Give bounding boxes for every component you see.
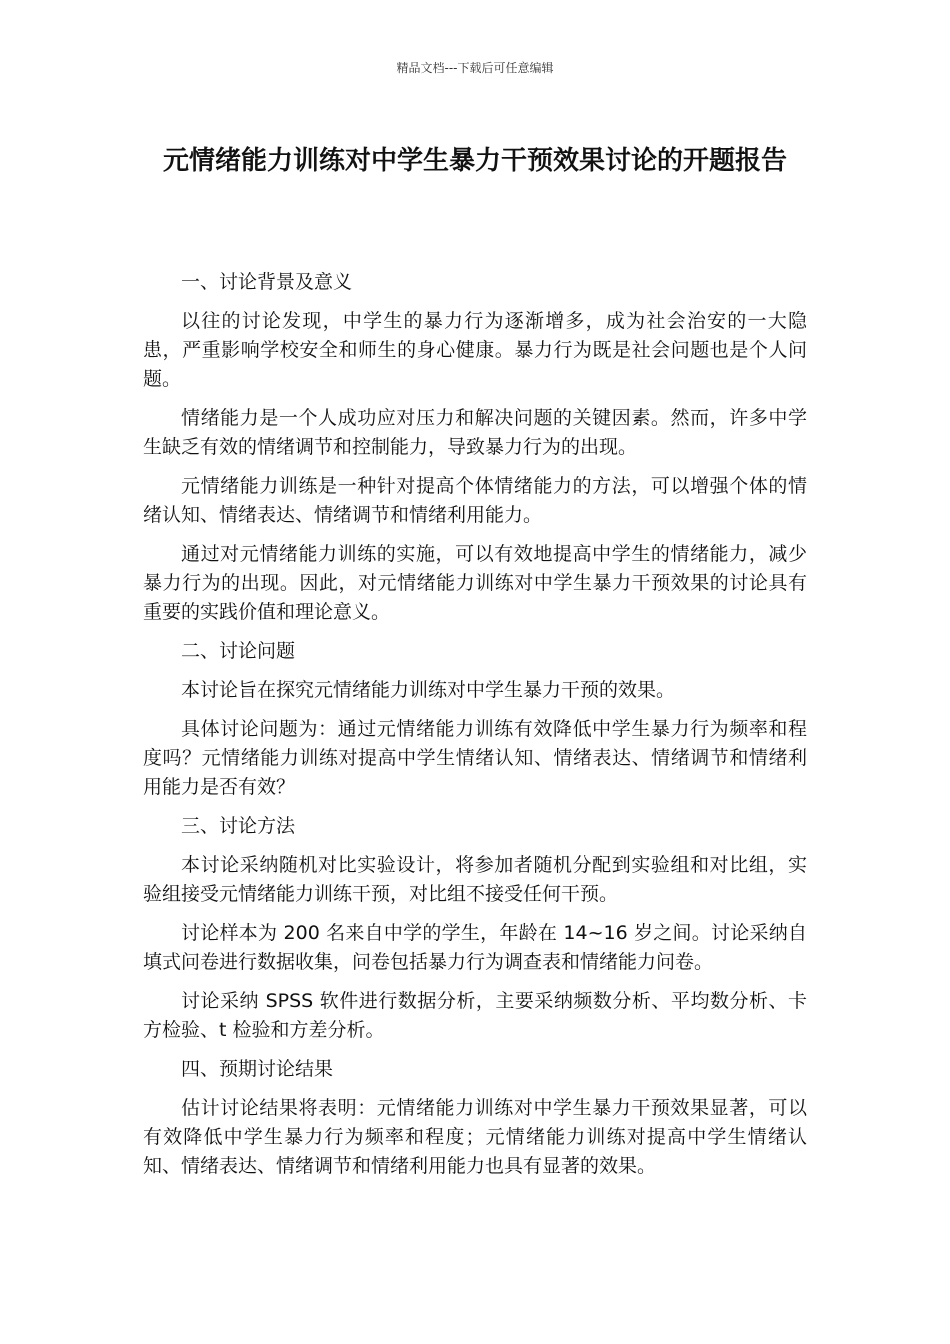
section-heading-background: 一、讨论背景及意义 bbox=[181, 271, 353, 293]
paragraph: 讨论样本为 200 名来自中学的学生，年龄在 14~16 岁之间。讨论采纳自填式问卷进行数据收集，问卷包括暴力行为调查表和情绪能力问卷。 bbox=[143, 922, 807, 973]
document-body bbox=[143, 268, 807, 1191]
paragraph: 具体讨论问题为：通过元情绪能力训练有效降低中学生暴力行为频率和程度吗？元情绪能力训练对提高中学生情绪认知、情绪表达、情绪调节和情绪利用能力是否有效？ bbox=[143, 718, 807, 798]
document-title: 元情绪能力训练对中学生暴力干预效果讨论的开题报告 bbox=[162, 146, 787, 176]
section-heading-questions: 二、讨论问题 bbox=[181, 640, 296, 662]
paragraph: 元情绪能力训练是一种针对提高个体情绪能力的方法，可以增强个体的情绪认知、情绪表达、情绪调节和情绪利用能力。 bbox=[143, 475, 807, 526]
paragraph: 估计讨论结果将表明：元情绪能力训练对中学生暴力干预效果显著，可以有效降低中学生暴力行为频率和程度；元情绪能力训练对提高中学生情绪认知、情绪表达、情绪调节和情绪利用能力也具有显著的效果。 bbox=[143, 1097, 807, 1177]
paragraph: 讨论采纳 SPSS 软件进行数据分析，主要采纳频数分析、平均数分析、卡方检验、t 检验和方差分析。 bbox=[143, 990, 807, 1041]
paragraph: 本讨论旨在探究元情绪能力训练对中学生暴力干预的效果。 bbox=[181, 679, 676, 701]
section-heading-expected-results: 四、预期讨论结果 bbox=[181, 1058, 334, 1080]
paragraph: 通过对元情绪能力训练的实施，可以有效地提高中学生的情绪能力，减少暴力行为的出现。因此，对元情绪能力训练对中学生暴力干预效果的讨论具有重要的实践价值和理论意义。 bbox=[143, 543, 807, 623]
paragraph: 以往的讨论发现，中学生的暴力行为逐渐增多，成为社会治安的一大隐患，严重影响学校安全和师生的身心健康。暴力行为既是社会问题也是个人问题。 bbox=[143, 310, 807, 390]
section-heading-methods: 三、讨论方法 bbox=[181, 815, 296, 837]
paragraph: 情绪能力是一个人成功应对压力和解决问题的关键因素。然而，许多中学生缺乏有效的情绪调节和控制能力，导致暴力行为的出现。 bbox=[143, 407, 807, 458]
paragraph: 本讨论采纳随机对比实验设计，将参加者随机分配到实验组和对比组，实验组接受元情绪能力训练干预，对比组不接受任何干预。 bbox=[143, 854, 807, 905]
header-note: 精品文档---下载后可任意编辑 bbox=[396, 61, 554, 75]
